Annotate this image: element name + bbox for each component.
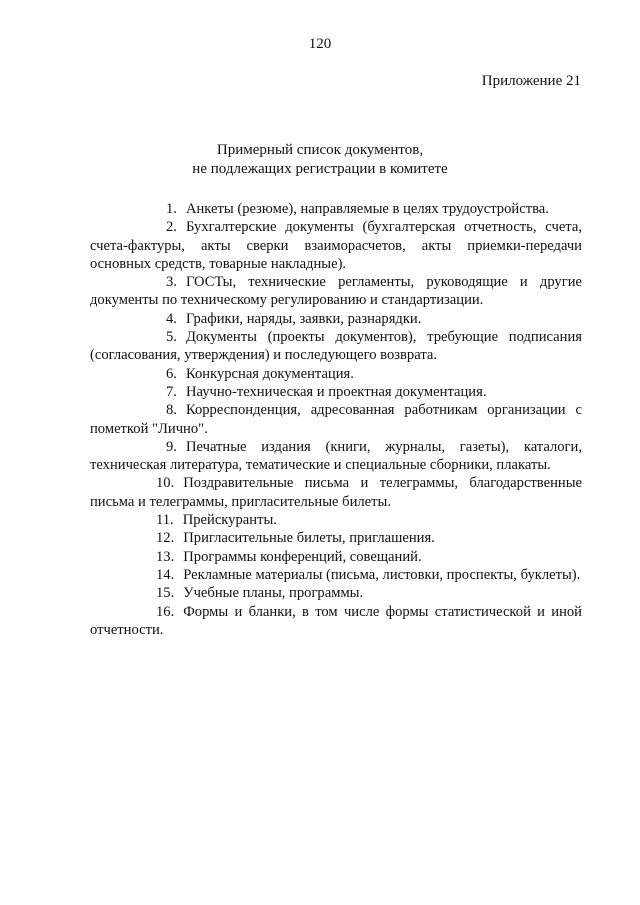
list-item-number: 2. bbox=[166, 219, 177, 236]
list-item bbox=[90, 310, 582, 328]
list-item-number: 11. bbox=[156, 512, 174, 529]
list-item-number: 12. bbox=[156, 530, 175, 547]
appendix-label: Приложение 21 bbox=[481, 73, 581, 89]
list-item-number: 1. bbox=[166, 201, 177, 217]
list-item-text: Печатные издания (книги, журналы, газеты), каталоги, техническая литература, тематические и специальные сборники, плакаты. bbox=[90, 438, 582, 474]
list-item-text: Научно-техническая и проектная документация. bbox=[185, 383, 487, 400]
list-item-number: 14. bbox=[156, 566, 175, 583]
list-item-number: 8. bbox=[166, 402, 177, 419]
list-item bbox=[90, 365, 582, 383]
list-item bbox=[90, 401, 582, 438]
list-item-text: Учебные планы, программы. bbox=[183, 585, 364, 602]
list-item-text: Анкеты (резюме), направляемые в целях трудоустройства. bbox=[185, 201, 549, 217]
list-item-number: 9. bbox=[166, 438, 177, 455]
page-number: 120 bbox=[308, 36, 332, 52]
list-item-number: 15. bbox=[156, 585, 175, 602]
list-item-number: 6. bbox=[166, 365, 177, 382]
list-item bbox=[90, 584, 582, 602]
list-item-number: 4. bbox=[166, 310, 177, 327]
list-item-text: Документы (проекты документов), требующие подписания (согласования, утверждения) и последующего возврата. bbox=[90, 329, 582, 364]
list-item-number: 16. bbox=[156, 603, 175, 620]
list-item-text: Прейскуранты. bbox=[182, 512, 277, 529]
list-item-text: Графики, наряды, заявки, разнарядки. bbox=[185, 310, 422, 327]
list-item-number: 7. bbox=[166, 383, 177, 400]
list-item-text: Конкурсная документация. bbox=[185, 365, 354, 382]
list-item bbox=[90, 529, 582, 547]
list-item bbox=[90, 474, 582, 511]
title-line-2: не подлежащих регистрации в комитете bbox=[192, 161, 448, 177]
list-item bbox=[90, 566, 582, 584]
list-item bbox=[90, 603, 582, 640]
list-item-text: Рекламные материалы (письма, листовки, проспекты, буклеты). bbox=[183, 566, 581, 583]
list-item bbox=[90, 438, 582, 475]
list-item bbox=[90, 383, 582, 401]
document-title bbox=[0, 141, 640, 179]
list-item-text: Бухгалтерские документы (бухгалтерская отчетность, счета, счета-фактуры, акты сверки взаиморасчетов, акты приемки-передачи основных средств, товарные накладные). bbox=[90, 219, 582, 272]
list-item bbox=[90, 218, 582, 273]
list-item-text: Формы и бланки, в том числе формы статистической и иной отчетности. bbox=[90, 603, 582, 638]
list-item bbox=[90, 273, 582, 310]
list-item-text: Пригласительные билеты, приглашения. bbox=[183, 530, 435, 547]
list-item bbox=[90, 548, 582, 566]
title-line-1: Примерный список документов, bbox=[216, 142, 424, 158]
list-item bbox=[90, 328, 582, 365]
list-item-text: Поздравительные письма и телеграммы, благодарственные письма и телеграммы, пригласительные билеты. bbox=[90, 475, 582, 510]
list-item-number: 3. bbox=[166, 274, 177, 291]
list-item bbox=[90, 511, 582, 529]
list-item-text: ГОСТы, технические регламенты, руководящие и другие документы по техническому регулированию и стандартизации. bbox=[90, 274, 582, 309]
list-item-number: 10. bbox=[156, 475, 175, 492]
document-list bbox=[90, 200, 582, 639]
list-item-text: Программы конференций, совещаний. bbox=[183, 548, 422, 565]
list-item-number: 13. bbox=[156, 548, 175, 565]
list-item bbox=[90, 200, 582, 218]
list-item-text: Корреспонденция, адресованная работникам организации с пометкой "Лично". bbox=[90, 402, 582, 437]
list-item-number: 5. bbox=[166, 329, 177, 346]
